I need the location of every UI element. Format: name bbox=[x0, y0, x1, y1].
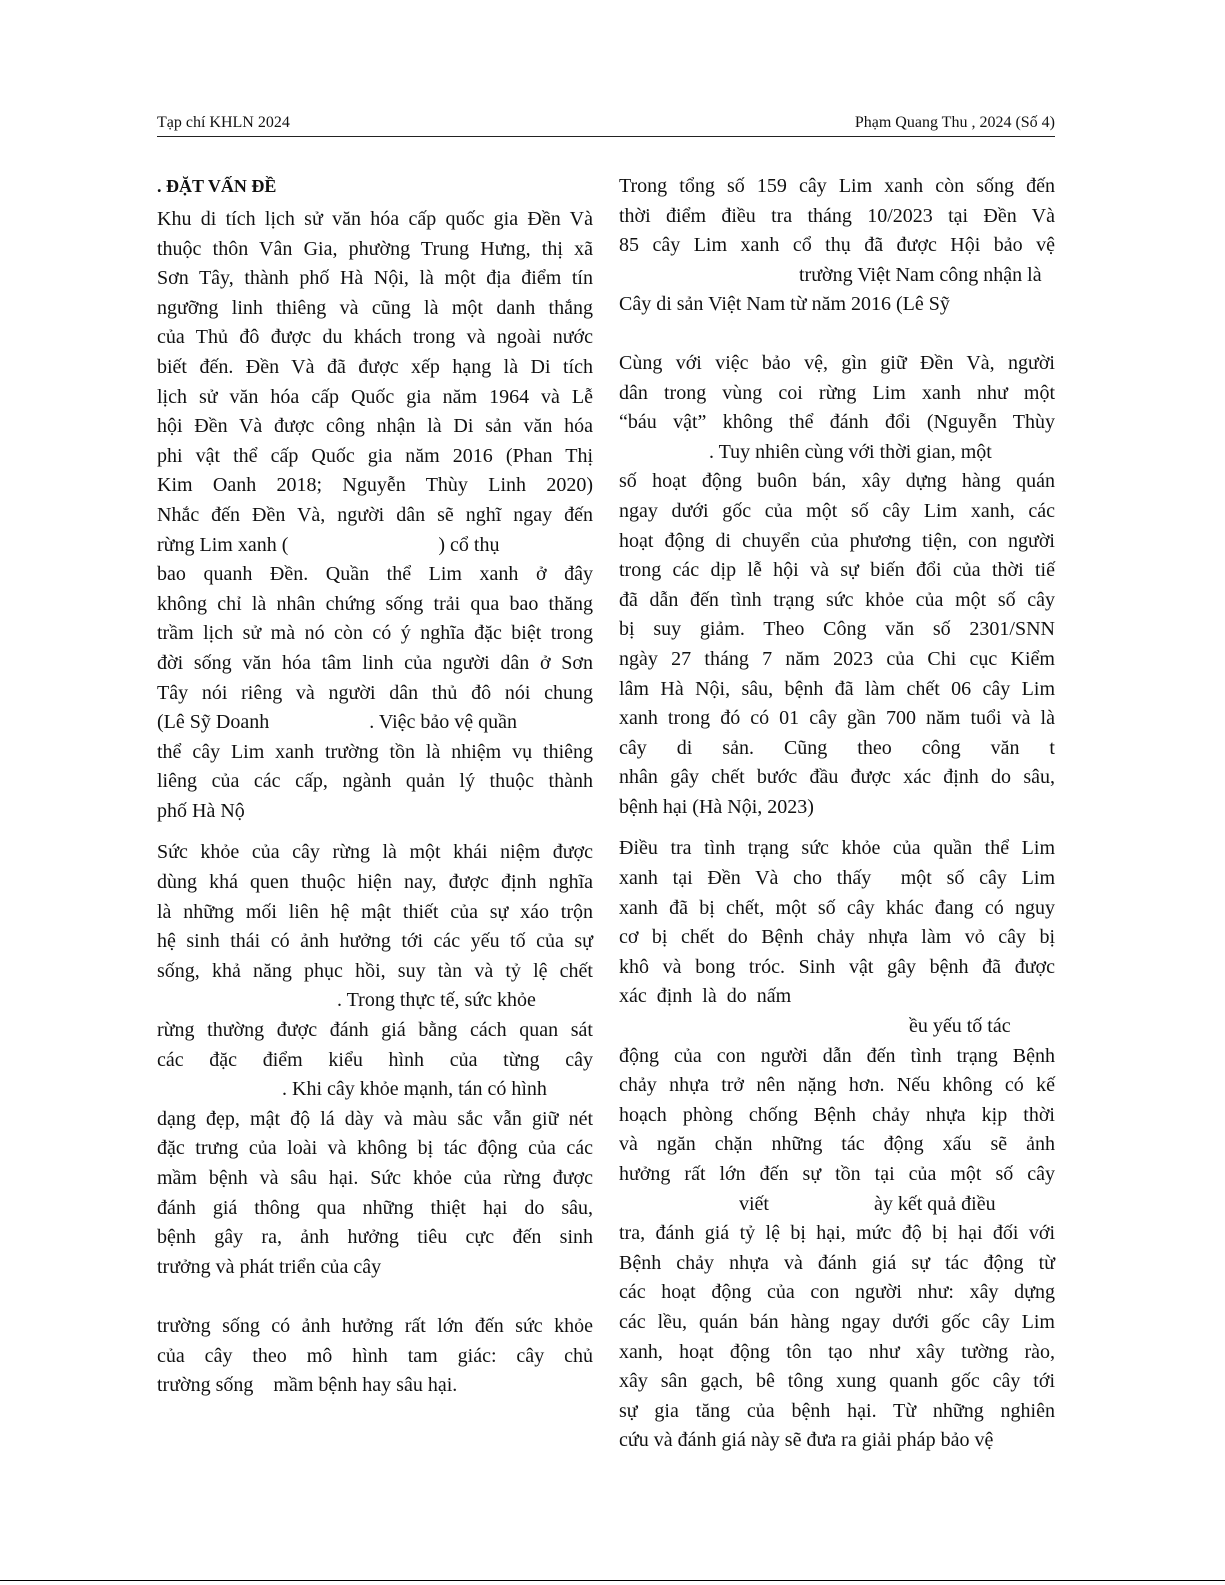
text-line: xanh tại Đền Và cho thấy một số cây Lim bbox=[619, 867, 1055, 890]
text-line: Nhắc đến Đền Và, người dân sẽ nghĩ ngay đến bbox=[157, 503, 593, 526]
text-line: lịch sử văn hóa cấp Quốc gia năm 1964 và Lễ bbox=[157, 385, 593, 408]
left-column bbox=[157, 172, 593, 1401]
paragraph-intro bbox=[157, 205, 593, 826]
text-line: hệ sinh thái có ảnh hưởng tới các yếu tố của sự bbox=[157, 930, 593, 953]
text-line: Cây di sản Việt Nam từ năm 2016 (Lê Sỹ bbox=[619, 293, 950, 316]
text-line: liêng của các cấp, ngành quản lý thuộc thành bbox=[157, 770, 593, 793]
text-line: . Tuy nhiên cùng với thời gian, một bbox=[619, 440, 992, 463]
text-line: các lều, quán bán hàng ngay dưới gốc cây Lim bbox=[619, 1310, 1055, 1333]
text-line: là những mối liên hệ mật thiết của sự xáo trộn bbox=[157, 900, 593, 923]
text-line: xác định là do nấm bbox=[619, 985, 792, 1008]
text-line: cứu và đánh giá này sẽ đưa ra giải pháp bảo vệ bbox=[619, 1429, 994, 1452]
text-line: cơ bị chết do Bệnh chảy nhựa làm vỏ cây bị bbox=[619, 926, 1055, 949]
text-line: ngày 27 tháng 7 năm 2023 của Chi cục Kiểm bbox=[619, 647, 1055, 670]
text-line: thể cây Lim xanh trường tồn là nhiệm vụ thiêng bbox=[157, 740, 593, 763]
text-line: bị suy giảm. Theo Công văn số 2301/SNN bbox=[619, 618, 1055, 641]
text-line: sự gia tăng của bệnh hại. Từ những nghiên bbox=[619, 1399, 1055, 1422]
text-line: dùng khá quen thuộc hiện nay, được định nghĩa bbox=[157, 871, 593, 894]
text-line: các hoạt động của con người như: xây dựng bbox=[619, 1281, 1055, 1304]
text-line: và ngăn chặn những tác động xấu sẽ ảnh bbox=[619, 1133, 1055, 1156]
text-line: khô và bong tróc. Sinh vật gây bệnh đã được bbox=[619, 955, 1055, 978]
text-line: Khu di tích lịch sử văn hóa cấp quốc gia Đền Và bbox=[157, 208, 593, 230]
right-column bbox=[619, 172, 1055, 1456]
text-line: Tây nói riêng và người dân thủ đô nói chung bbox=[157, 681, 593, 704]
text-line: Sức khỏe của cây rừng là một khái niệm được bbox=[157, 841, 593, 864]
text-line: trong các dịp lễ hội và sự biến đổi của thời tiế bbox=[619, 559, 1055, 582]
text-line: thuộc thôn Vân Gia, phường Trung Hưng, thị xã bbox=[157, 237, 593, 260]
journal-name: Tạp chí KHLN 2024 bbox=[157, 114, 290, 131]
text-line: rừng thường được đánh giá bằng cách quan sát bbox=[157, 1019, 593, 1042]
text-line: Bệnh chảy nhựa và đánh giá sự tác động từ bbox=[619, 1251, 1055, 1274]
paragraph-tree-count bbox=[619, 172, 1055, 320]
text-line: “báu vật” không thể đánh đổi (Nguyễn Thùy bbox=[619, 411, 1055, 434]
text-line: đã dẫn đến tình trạng sức khỏe của một số cây bbox=[619, 588, 1055, 611]
text-line: nhân gây chết bước đầu được xác định do sâu, bbox=[619, 766, 1055, 789]
paragraph-protection bbox=[619, 349, 1055, 823]
text-line: của cây theo mô hình tam giác: cây chủ bbox=[157, 1344, 593, 1367]
text-line: Sơn Tây, thành phố Hà Nội, là một địa điểm tín bbox=[157, 267, 593, 290]
text-line: trường sống có ảnh hưởng rất lớn đến sức khỏe bbox=[157, 1314, 593, 1337]
text-line: ều yếu tố tác bbox=[619, 1015, 1011, 1038]
text-line: số hoạt động buôn bán, xây dựng hàng quán bbox=[619, 470, 1055, 493]
text-line: biết đến. Đền Và đã được xếp hạng là Di tích bbox=[157, 355, 593, 378]
section-heading: . ĐẶT VẤN ĐỀ bbox=[157, 176, 277, 196]
text-line: phi vật thể cấp Quốc gia năm 2016 (Phan Thị bbox=[157, 444, 593, 467]
text-line: ngay dưới gốc của một số cây Lim xanh, các bbox=[619, 499, 1055, 522]
text-line: cây di sản. Cũng theo công văn t bbox=[619, 736, 1055, 759]
text-line: hưởng rất lớn đến sự tồn tại của một số cây bbox=[619, 1163, 1055, 1185]
text-line: . Khi cây khỏe mạnh, tán có hình bbox=[157, 1078, 547, 1101]
text-line: Điều tra tình trạng sức khỏe của quần thể Lim bbox=[619, 837, 1055, 860]
text-line: trầm lịch sử mà nó còn có ý nghĩa đặc biệt trong bbox=[157, 622, 593, 645]
text-line: đánh giá thông qua những thiệt hại do sâu, bbox=[157, 1196, 593, 1219]
text-line: rừng Lim xanh ( ) cổ thụ bbox=[157, 533, 500, 556]
text-line: các đặc điểm kiểu hình của từng cây bbox=[157, 1048, 593, 1071]
running-header bbox=[157, 112, 1055, 137]
text-line: đời sống văn hóa tâm linh của người dân ở Sơn bbox=[157, 651, 593, 674]
text-line: bệnh hại (Hà Nội, 2023) bbox=[619, 795, 814, 818]
text-line: . Trong thực tế, sức khỏe bbox=[157, 989, 536, 1012]
text-line: thời điểm điều tra tháng 10/2023 tại Đền Và bbox=[619, 204, 1055, 227]
text-line: Kim Oanh 2018; Nguyễn Thùy Linh 2020) bbox=[157, 474, 593, 497]
text-line: của Thủ đô được du khách trong và ngoài nước bbox=[157, 326, 593, 349]
bottom-rule bbox=[0, 1580, 1225, 1581]
text-line: dân trong vùng coi rừng Lim xanh như một bbox=[619, 381, 1055, 404]
text-line bbox=[157, 1282, 593, 1312]
paragraph-survey bbox=[619, 834, 1055, 1455]
text-line: phố Hà Nộ bbox=[157, 799, 245, 822]
text-line: hoạch phòng chống Bệnh chảy nhựa kịp thời bbox=[619, 1103, 1055, 1126]
text-line: hội Đền Và được công nhận là Di sản văn hóa bbox=[157, 415, 593, 438]
paragraph-forest-health bbox=[157, 838, 593, 1400]
text-line: không chỉ là nhân chứng sống trải qua bao thăng bbox=[157, 592, 593, 615]
text-line: bệnh gây ra, ảnh hưởng tiêu cực đến sinh bbox=[157, 1226, 593, 1249]
text-line: lâm Hà Nội, sâu, bệnh đã làm chết 06 cây Lim bbox=[619, 677, 1055, 700]
text-line: xanh, hoạt động tôn tạo như xây tường rào, bbox=[619, 1340, 1055, 1363]
text-line: động của con người dẫn đến tình trạng Bệnh bbox=[619, 1044, 1055, 1067]
text-line: bao quanh Đền. Quần thể Lim xanh ở đây bbox=[157, 563, 593, 586]
text-line: trường Việt Nam công nhận là bbox=[619, 263, 1042, 286]
text-line: dạng đẹp, mật độ lá dày và màu sắc vẫn giữ nét bbox=[157, 1107, 593, 1130]
text-line: 85 cây Lim xanh cổ thụ đã được Hội bảo vệ bbox=[619, 234, 1055, 257]
text-line: Cùng với việc bảo vệ, gìn giữ Đền Và, người bbox=[619, 351, 1055, 374]
text-line: trường sống mầm bệnh hay sâu hại. bbox=[157, 1374, 458, 1397]
author-issue: Phạm Quang Thu , 2024 (Số 4) bbox=[854, 114, 1055, 131]
text-line: mầm bệnh và sâu hại. Sức khỏe của rừng được bbox=[157, 1167, 593, 1189]
text-line: đặc trưng của loài và không bị tác động của các bbox=[157, 1137, 593, 1160]
text-line: tra, đánh giá tỷ lệ bị hại, mức độ bị hại đối với bbox=[619, 1222, 1055, 1245]
text-line: xây sân gạch, bê tông xung quanh gốc cây tới bbox=[619, 1370, 1055, 1393]
text-line: Trong tổng số 159 cây Lim xanh còn sống đến bbox=[619, 175, 1055, 197]
text-line: (Lê Sỹ Doanh . Việc bảo vệ quần bbox=[157, 711, 518, 734]
text-line: xanh trong đó có 01 cây gần 700 năm tuổi và là bbox=[619, 707, 1055, 730]
text-line: ngưỡng linh thiêng và cũng là một danh thắng bbox=[157, 296, 593, 319]
text-line: hoạt động di chuyển của phương tiện, con người bbox=[619, 529, 1055, 552]
text-line: trưởng và phát triển của cây bbox=[157, 1255, 382, 1278]
text-line: xanh đã bị chết, một số cây khác đang có nguy bbox=[619, 896, 1055, 919]
text-line: sống, khả năng phục hồi, suy tàn và tỷ lệ chết bbox=[157, 959, 593, 982]
text-line: viết ày kết quả điều bbox=[619, 1192, 996, 1215]
text-line: chảy nhựa trở nên nặng hơn. Nếu không có kế bbox=[619, 1074, 1055, 1097]
